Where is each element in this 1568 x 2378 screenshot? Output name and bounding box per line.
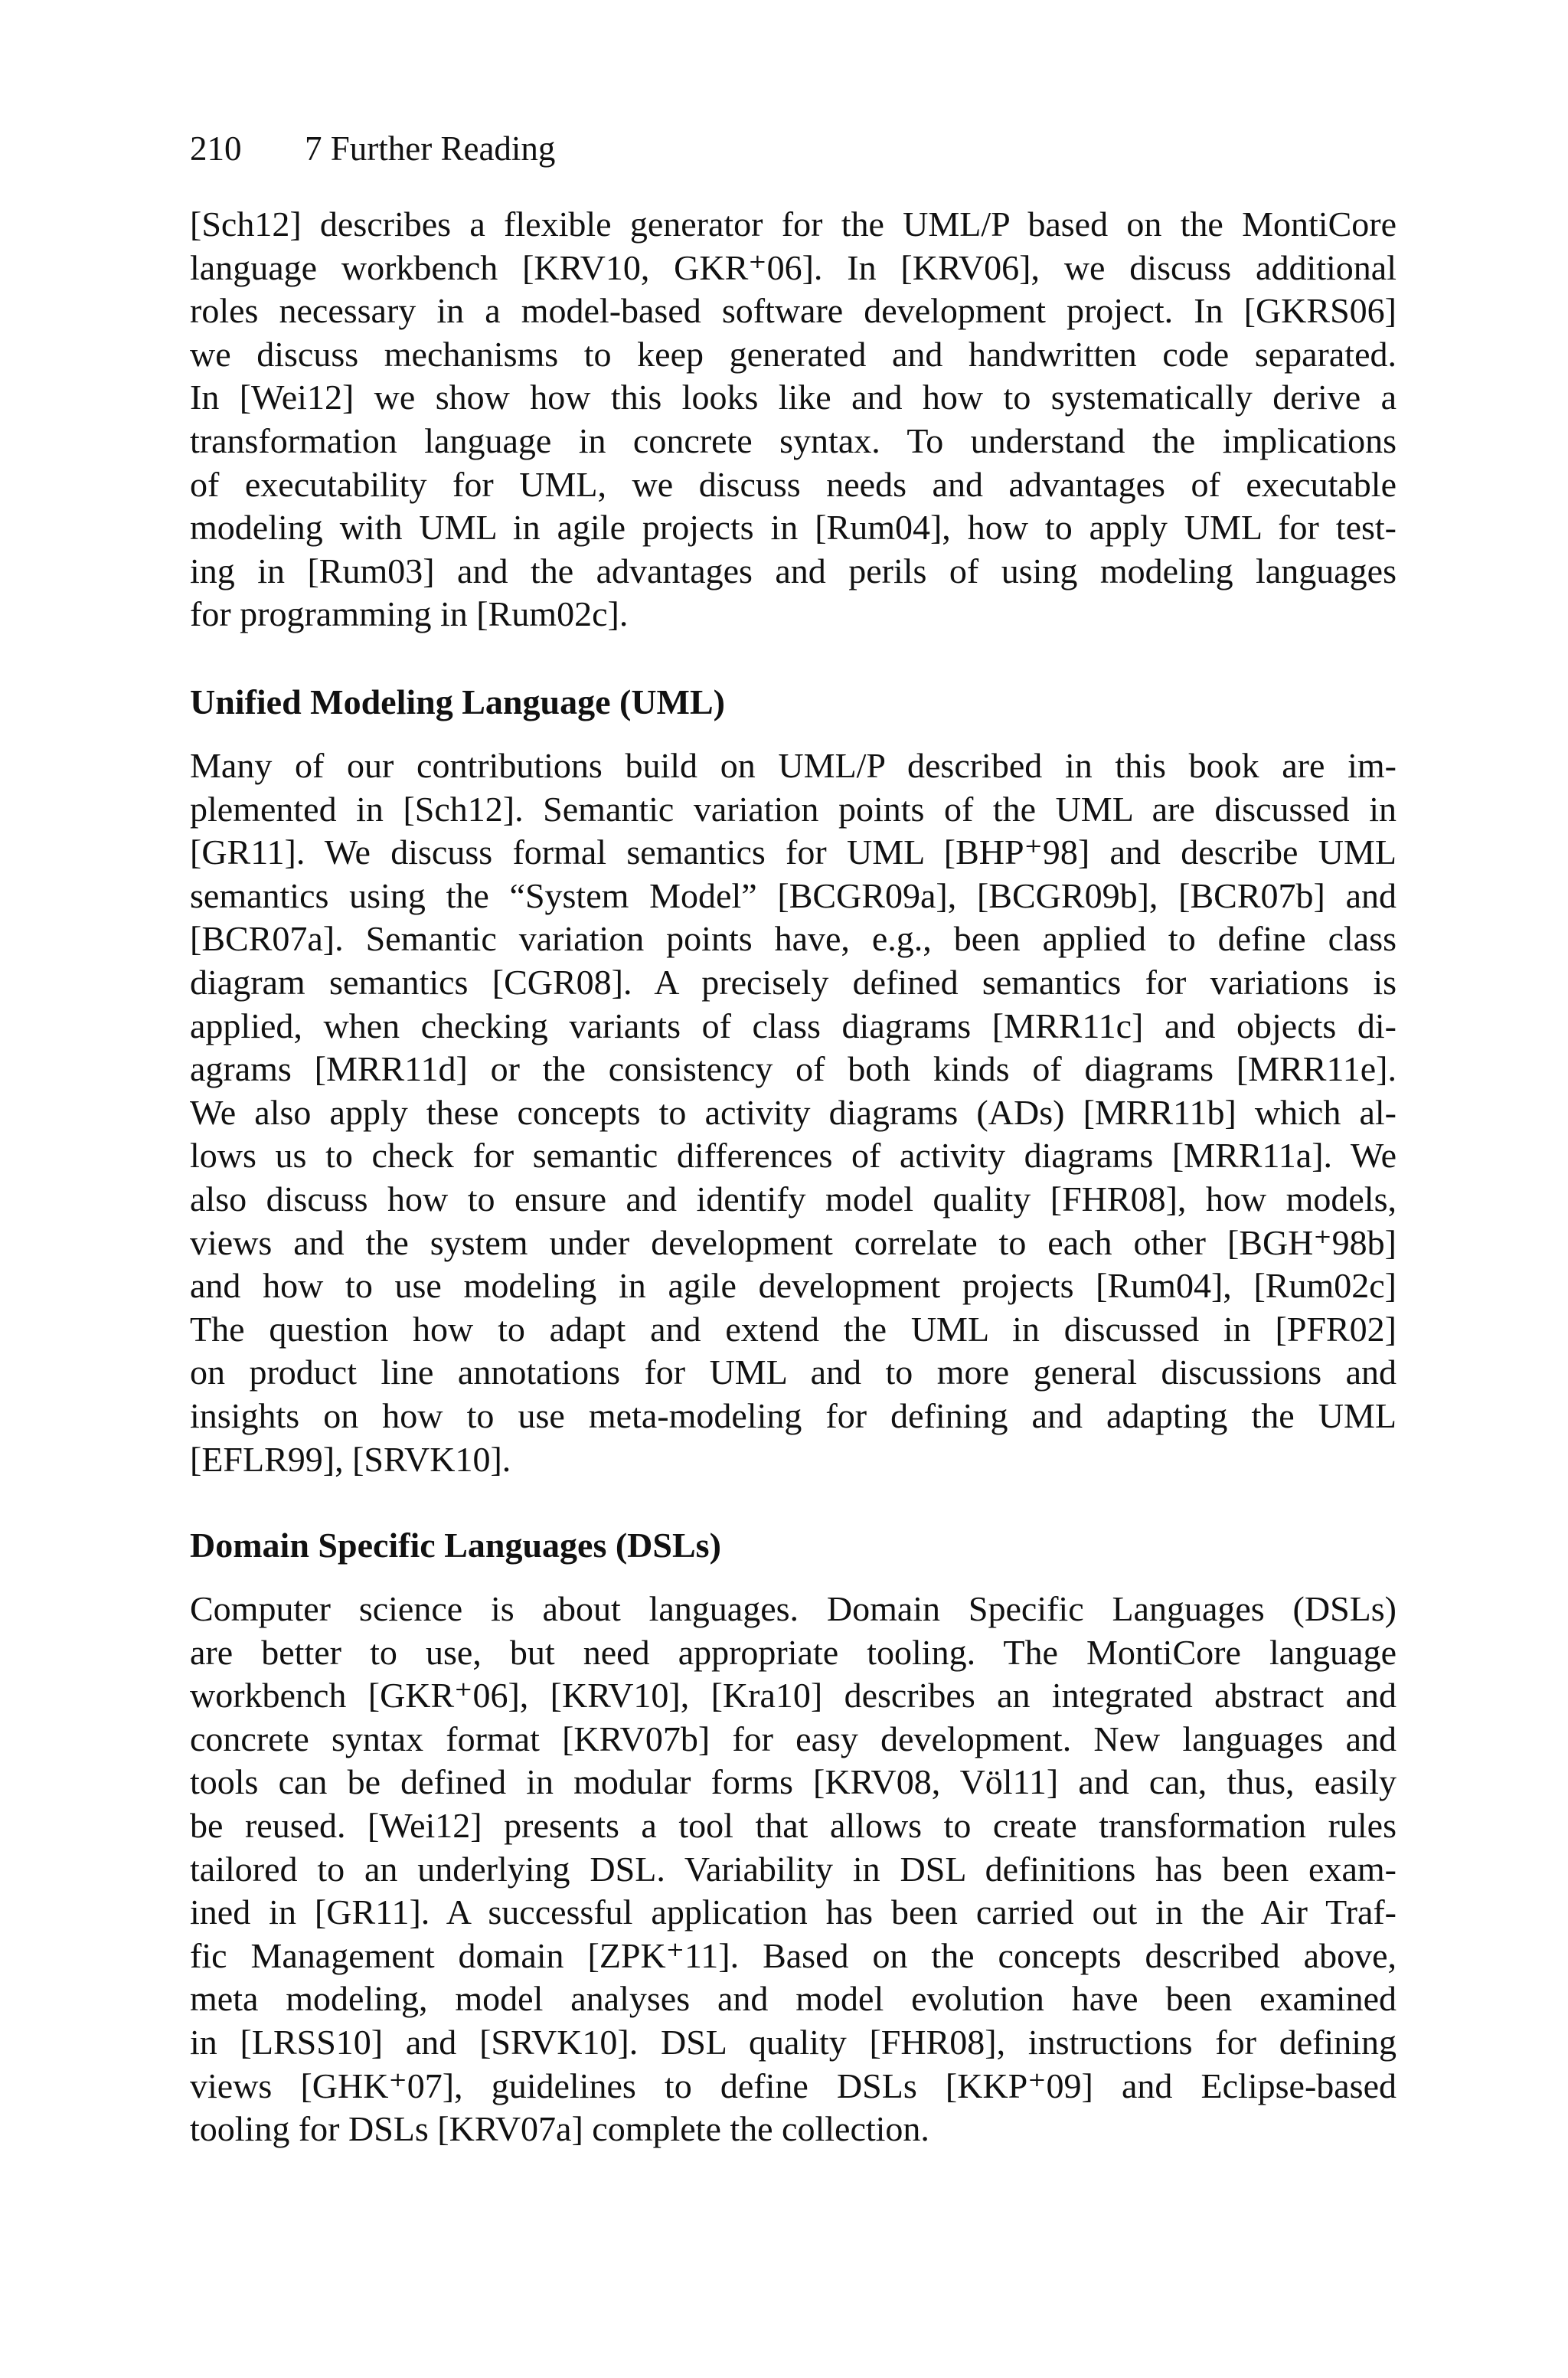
text-line: are better to use, but need appropriate tooling. The MontiCore language	[190, 1632, 1396, 1672]
running-head	[190, 127, 555, 170]
section-heading-uml: Unified Modeling Language (UML)	[190, 682, 725, 721]
text-line: [BCR07a]. Semantic variation points have, e.g., been applied to define class	[190, 919, 1396, 959]
text-line: on product line annotations for UML and to more general discussions and	[190, 1353, 1396, 1392]
text-line: diagram semantics [CGR08]. A precisely defined semantics for variations is	[190, 962, 1396, 1002]
text-line: concrete syntax format [KRV07b] for easy development. New languages and	[190, 1719, 1396, 1758]
text-line: be reused. [Wei12] presents a tool that allows to create transformation rules	[190, 1805, 1396, 1845]
page-number: 210	[190, 129, 242, 168]
text-line: tailored to an underlying DSL. Variability in DSL definitions has been exam-	[190, 1849, 1396, 1889]
text-line: agrams [MRR11d] or the consistency of both kinds of diagrams [MRR11e].	[190, 1049, 1396, 1089]
text-line: language workbench [KRV10, GKR⁺06]. In [KRV06], we discuss additional	[190, 247, 1396, 287]
text-line: Many of our contributions build on UML/P described in this book are im-	[190, 746, 1396, 785]
text-line: [Sch12] describes a flexible generator for the UML/P based on the MontiCore	[190, 204, 1396, 244]
text-line: of executability for UML, we discuss needs and advantages of executable	[190, 464, 1396, 504]
text-line: workbench [GKR⁺06], [KRV10], [Kra10] describes an integrated abstract and	[190, 1676, 1396, 1716]
text-line: plemented in [Sch12]. Semantic variation points of the UML are discussed in	[190, 789, 1396, 829]
text-line: tools can be defined in modular forms [KRV08, Völ11] and can, thus, easily	[190, 1762, 1396, 1802]
text-line: fic Management domain [ZPK⁺11]. Based on the concepts described above,	[190, 1935, 1396, 1975]
paragraph-dsl	[190, 1588, 1396, 2151]
text-line: also discuss how to ensure and identify model quality [FHR08], how models,	[190, 1179, 1396, 1218]
text-line: views [GHK⁺07], guidelines to define DSLs [KKP⁺09] and Eclipse-based	[190, 2066, 1396, 2105]
text-line: meta modeling, model analyses and model evolution have been examined	[190, 1979, 1396, 2019]
text-line: ing in [Rum03] and the advantages and perils of using modeling languages	[190, 551, 1396, 590]
text-line: applied, when checking variants of class diagrams [MRR11c] and objects di-	[190, 1006, 1396, 1045]
text-line: in [LRSS10] and [SRVK10]. DSL quality [FHR08], instructions for defining	[190, 2022, 1396, 2062]
text-line: semantics using the “System Model” [BCGR09a], [BCGR09b], [BCR07b] and	[190, 875, 1396, 915]
text-line: [GR11]. We discuss formal semantics for UML [BHP⁺98] and describe UML	[190, 832, 1396, 872]
section-heading-dsl: Domain Specific Languages (DSLs)	[190, 1526, 721, 1565]
text-line: Computer science is about languages. Domain Specific Languages (DSLs)	[190, 1589, 1396, 1628]
paragraph-intro	[190, 203, 1396, 636]
text-line: transformation language in concrete syntax. To understand the implications	[190, 420, 1396, 460]
text-line: ined in [GR11]. A successful application has been carried out in the Air Traf-	[190, 1892, 1396, 1932]
text-line: modeling with UML in agile projects in [Rum04], how to apply UML for test-	[190, 508, 1396, 548]
text-line: In [Wei12] we show how this looks like and how to systematically derive a	[190, 378, 1396, 417]
text-line: [EFLR99], [SRVK10].	[190, 1439, 511, 1479]
text-line: we discuss mechanisms to keep generated and handwritten code separated.	[190, 334, 1396, 374]
text-line: views and the system under development correlate to each other [BGH⁺98b]	[190, 1222, 1396, 1262]
text-line: roles necessary in a model-based software development project. In [GKRS06]	[190, 291, 1396, 331]
text-line: for programming in [Rum02c].	[190, 594, 629, 634]
chapter-title: 7 Further Reading	[305, 129, 556, 168]
paragraph-uml	[190, 744, 1396, 1481]
text-line: We also apply these concepts to activity diagrams (ADs) [MRR11b] which al-	[190, 1092, 1396, 1132]
text-line: tooling for DSLs [KRV07a] complete the collection.	[190, 2109, 929, 2149]
text-line: lows us to check for semantic differences of activity diagrams [MRR11a]. We	[190, 1136, 1396, 1176]
text-line: The question how to adapt and extend the UML in discussed in [PFR02]	[190, 1309, 1396, 1349]
text-line: and how to use modeling in agile development projects [Rum04], [Rum02c]	[190, 1266, 1396, 1306]
text-line: insights on how to use meta-modeling for defining and adapting the UML	[190, 1395, 1396, 1435]
